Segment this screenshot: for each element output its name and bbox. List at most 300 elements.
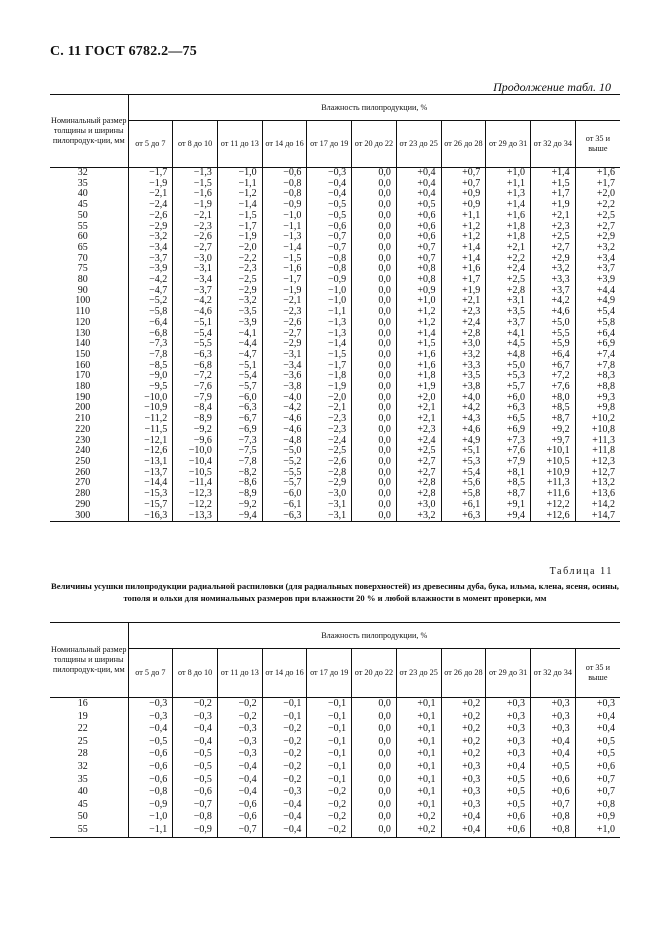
size-cell: 270 — [50, 478, 128, 489]
value-cell: +11,6 — [530, 489, 575, 500]
value-cell: −5,1 — [217, 361, 262, 372]
value-cell: +3,5 — [486, 307, 531, 318]
value-cell: +4,3 — [441, 414, 486, 425]
value-cell: −2,3 — [307, 414, 352, 425]
value-cell: −1,3 — [307, 318, 352, 329]
value-cell: −1,0 — [307, 286, 352, 297]
value-cell: −2,1 — [262, 296, 307, 307]
value-cell: +2,1 — [441, 296, 486, 307]
value-cell: −7,3 — [217, 436, 262, 447]
value-cell: 0,0 — [352, 500, 397, 511]
value-cell: +5,3 — [441, 457, 486, 468]
value-cell: +2,1 — [396, 414, 441, 425]
moisture-group-header: Влажность пилопродукции, % — [128, 623, 620, 649]
size-cell: 50 — [50, 211, 128, 222]
size-cell: 170 — [50, 371, 128, 382]
table-11 — [50, 622, 620, 838]
value-cell: −6,0 — [262, 489, 307, 500]
value-cell: +0,9 — [441, 200, 486, 211]
value-cell: −3,8 — [262, 382, 307, 393]
moisture-column-header: от 17 до 19 — [307, 121, 352, 168]
value-cell: −8,5 — [128, 361, 173, 372]
value-cell: +1,0 — [396, 296, 441, 307]
value-cell: −2,3 — [217, 264, 262, 275]
moisture-column-header: от 8 до 10 — [173, 649, 218, 698]
size-cell: 220 — [50, 425, 128, 436]
value-cell: +1,0 — [575, 824, 620, 837]
value-cell: +0,6 — [486, 811, 531, 824]
value-cell: 0,0 — [352, 414, 397, 425]
table-11-number: Таблица 11 — [549, 566, 613, 577]
value-cell: +2,1 — [396, 403, 441, 414]
value-cell: −4,7 — [217, 350, 262, 361]
size-cell: 300 — [50, 511, 128, 522]
value-cell: −11,5 — [128, 425, 173, 436]
value-cell: +4,6 — [441, 425, 486, 436]
value-cell: +3,2 — [441, 350, 486, 361]
value-cell: +2,4 — [486, 264, 531, 275]
value-cell: −0,5 — [173, 774, 218, 787]
value-cell: +0,4 — [396, 189, 441, 200]
value-cell: −0,2 — [307, 811, 352, 824]
value-cell: +8,5 — [486, 478, 531, 489]
value-cell: 0,0 — [352, 275, 397, 286]
moisture-column-header: от 29 до 31 — [486, 649, 531, 698]
value-cell: +1,4 — [530, 168, 575, 179]
value-cell: +0,1 — [396, 748, 441, 761]
value-cell: +0,5 — [575, 736, 620, 749]
value-cell: 0,0 — [352, 425, 397, 436]
value-cell: −4,2 — [128, 275, 173, 286]
page-header: С. 11 ГОСТ 6782.2—75 — [50, 44, 197, 59]
size-cell: 35 — [50, 774, 128, 787]
value-cell: +3,2 — [530, 264, 575, 275]
value-cell: +0,2 — [396, 824, 441, 837]
value-cell: +1,9 — [441, 286, 486, 297]
value-cell: +0,6 — [530, 774, 575, 787]
size-cell: 240 — [50, 446, 128, 457]
value-cell: −5,8 — [128, 307, 173, 318]
value-cell: +0,6 — [486, 824, 531, 837]
value-cell: −4,1 — [217, 329, 262, 340]
value-cell: 0,0 — [352, 179, 397, 190]
value-cell: 0,0 — [352, 723, 397, 736]
value-cell: −5,0 — [262, 446, 307, 457]
value-cell: −10,5 — [173, 468, 218, 479]
value-cell: −12,1 — [128, 436, 173, 447]
size-cell: 290 — [50, 500, 128, 511]
value-cell: +0,8 — [396, 275, 441, 286]
value-cell: +9,4 — [486, 511, 531, 522]
value-cell: −5,7 — [217, 382, 262, 393]
value-cell: −0,8 — [128, 786, 173, 799]
size-cell: 230 — [50, 436, 128, 447]
value-cell: −2,8 — [307, 468, 352, 479]
value-cell: +8,8 — [575, 382, 620, 393]
value-cell: +10,2 — [575, 414, 620, 425]
value-cell: −9,2 — [173, 425, 218, 436]
size-cell: 200 — [50, 403, 128, 414]
value-cell: 0,0 — [352, 254, 397, 265]
value-cell: −1,1 — [217, 179, 262, 190]
size-cell: 22 — [50, 723, 128, 736]
value-cell: 0,0 — [352, 339, 397, 350]
table-row — [50, 318, 620, 329]
table-row — [50, 824, 620, 837]
value-cell: +8,5 — [530, 403, 575, 414]
value-cell: −0,1 — [262, 698, 307, 711]
value-cell: −4,2 — [173, 296, 218, 307]
value-cell: −2,4 — [307, 436, 352, 447]
size-cell: 32 — [50, 168, 128, 179]
value-cell: +2,4 — [441, 318, 486, 329]
value-cell: −0,6 — [262, 168, 307, 179]
value-cell: 0,0 — [352, 774, 397, 787]
value-cell: −2,3 — [173, 222, 218, 233]
size-cell: 40 — [50, 786, 128, 799]
value-cell: +5,7 — [486, 382, 531, 393]
value-cell: +10,1 — [530, 446, 575, 457]
value-cell: −1,9 — [173, 200, 218, 211]
value-cell: +1,5 — [530, 179, 575, 190]
value-cell: −0,4 — [173, 723, 218, 736]
value-cell: −1,4 — [262, 243, 307, 254]
value-cell: +6,4 — [530, 350, 575, 361]
value-cell: +0,2 — [396, 811, 441, 824]
value-cell: +2,5 — [575, 211, 620, 222]
value-cell: −0,1 — [262, 711, 307, 724]
value-cell: −0,4 — [307, 189, 352, 200]
value-cell: −0,4 — [217, 774, 262, 787]
value-cell: −2,5 — [217, 275, 262, 286]
moisture-column-header: от 35 и выше — [575, 121, 620, 168]
value-cell: +6,9 — [575, 339, 620, 350]
value-cell: 0,0 — [352, 200, 397, 211]
value-cell: −0,2 — [173, 698, 218, 711]
value-cell: −6,3 — [217, 403, 262, 414]
value-cell: −2,0 — [307, 393, 352, 404]
value-cell: +7,8 — [575, 361, 620, 372]
value-cell: +6,9 — [486, 425, 531, 436]
value-cell: 0,0 — [352, 189, 397, 200]
value-cell: −2,9 — [307, 478, 352, 489]
value-cell: +1,6 — [486, 211, 531, 222]
value-cell: +3,7 — [575, 264, 620, 275]
value-cell: 0,0 — [352, 382, 397, 393]
value-cell: +0,1 — [396, 799, 441, 812]
value-cell: +6,1 — [441, 500, 486, 511]
value-cell: +4,0 — [441, 393, 486, 404]
value-cell: −0,9 — [128, 799, 173, 812]
value-cell: −3,1 — [307, 500, 352, 511]
value-cell: +0,2 — [441, 736, 486, 749]
value-cell: −1,7 — [262, 275, 307, 286]
value-cell: +5,0 — [486, 361, 531, 372]
value-cell: 0,0 — [352, 748, 397, 761]
value-cell: +2,9 — [530, 254, 575, 265]
value-cell: −1,3 — [173, 168, 218, 179]
value-cell: +0,3 — [486, 723, 531, 736]
moisture-column-header: от 8 до 10 — [173, 121, 218, 168]
value-cell: −13,3 — [173, 511, 218, 522]
value-cell: −3,4 — [173, 275, 218, 286]
value-cell: +0,4 — [396, 179, 441, 190]
value-cell: +0,6 — [396, 211, 441, 222]
size-cell: 280 — [50, 489, 128, 500]
moisture-group-header: Влажность пилопродукции, % — [128, 95, 620, 121]
value-cell: +1,8 — [486, 232, 531, 243]
size-cell: 25 — [50, 736, 128, 749]
value-cell: +4,1 — [486, 329, 531, 340]
value-cell: 0,0 — [352, 168, 397, 179]
size-column-header: Номинальный размер толщины и ширины пилопродук-ции, мм — [50, 623, 128, 698]
value-cell: −1,1 — [128, 824, 173, 837]
value-cell: 0,0 — [352, 811, 397, 824]
value-cell: +2,5 — [486, 275, 531, 286]
value-cell: 0,0 — [352, 457, 397, 468]
value-cell: +11,8 — [575, 446, 620, 457]
value-cell: +10,9 — [530, 468, 575, 479]
value-cell: +10,8 — [575, 425, 620, 436]
value-cell: −1,0 — [262, 211, 307, 222]
value-cell: +8,7 — [530, 414, 575, 425]
table-11-header — [50, 623, 620, 698]
value-cell: +1,6 — [396, 361, 441, 372]
value-cell: 0,0 — [352, 478, 397, 489]
value-cell: +1,7 — [575, 179, 620, 190]
value-cell: +3,9 — [575, 275, 620, 286]
value-cell: −3,9 — [217, 318, 262, 329]
value-cell: 0,0 — [352, 361, 397, 372]
table-10 — [50, 94, 620, 522]
value-cell: +0,2 — [441, 711, 486, 724]
value-cell: 0,0 — [352, 264, 397, 275]
value-cell: −1,5 — [262, 254, 307, 265]
value-cell: −11,4 — [173, 478, 218, 489]
size-cell: 28 — [50, 748, 128, 761]
size-cell: 32 — [50, 761, 128, 774]
value-cell: −4,6 — [262, 425, 307, 436]
value-cell: +0,5 — [396, 200, 441, 211]
size-cell: 250 — [50, 457, 128, 468]
moisture-column-header: от 32 до 34 — [530, 121, 575, 168]
value-cell: +1,1 — [441, 211, 486, 222]
value-cell: −12,2 — [173, 500, 218, 511]
value-cell: −1,9 — [307, 382, 352, 393]
value-cell: −12,3 — [173, 489, 218, 500]
value-cell: +0,7 — [396, 254, 441, 265]
value-cell: −2,2 — [217, 254, 262, 265]
table-row — [50, 736, 620, 749]
size-cell: 16 — [50, 698, 128, 711]
table-row — [50, 500, 620, 511]
value-cell: +0,1 — [396, 786, 441, 799]
value-cell: −4,6 — [262, 414, 307, 425]
value-cell: +6,3 — [486, 403, 531, 414]
value-cell: −2,9 — [128, 222, 173, 233]
value-cell: +4,6 — [530, 307, 575, 318]
value-cell: 0,0 — [352, 468, 397, 479]
value-cell: +11,3 — [530, 478, 575, 489]
size-cell: 190 — [50, 393, 128, 404]
value-cell: −14,4 — [128, 478, 173, 489]
value-cell: +0,6 — [530, 786, 575, 799]
table-row — [50, 811, 620, 824]
value-cell: −3,7 — [128, 254, 173, 265]
value-cell: +1,3 — [486, 189, 531, 200]
value-cell: +0,3 — [441, 786, 486, 799]
value-cell: +0,2 — [441, 723, 486, 736]
value-cell: +1,2 — [441, 232, 486, 243]
value-cell: −0,4 — [307, 179, 352, 190]
table-row — [50, 774, 620, 787]
value-cell: +2,1 — [486, 243, 531, 254]
value-cell: +0,7 — [441, 168, 486, 179]
value-cell: −2,7 — [262, 329, 307, 340]
value-cell: +0,8 — [575, 799, 620, 812]
value-cell: −1,5 — [173, 179, 218, 190]
value-cell: 0,0 — [352, 371, 397, 382]
value-cell: −4,4 — [217, 339, 262, 350]
value-cell: −1,2 — [217, 189, 262, 200]
value-cell: −5,4 — [173, 329, 218, 340]
value-cell: +0,5 — [486, 799, 531, 812]
value-cell: −1,7 — [307, 361, 352, 372]
value-cell: +9,8 — [575, 403, 620, 414]
value-cell: −0,8 — [307, 264, 352, 275]
value-cell: +1,6 — [441, 264, 486, 275]
moisture-column-header: от 23 до 25 — [396, 649, 441, 698]
value-cell: −0,3 — [128, 698, 173, 711]
value-cell: −1,0 — [128, 811, 173, 824]
value-cell: −7,2 — [173, 371, 218, 382]
value-cell: +0,5 — [575, 748, 620, 761]
value-cell: −1,7 — [128, 168, 173, 179]
value-cell: −0,5 — [307, 211, 352, 222]
value-cell: −13,1 — [128, 457, 173, 468]
value-cell: −7,3 — [128, 339, 173, 350]
value-cell: −0,5 — [307, 200, 352, 211]
value-cell: −6,8 — [128, 329, 173, 340]
value-cell: +7,2 — [530, 371, 575, 382]
value-cell: −3,6 — [262, 371, 307, 382]
value-cell: −0,3 — [307, 168, 352, 179]
value-cell: +0,9 — [441, 189, 486, 200]
value-cell: −0,5 — [173, 761, 218, 774]
value-cell: −0,2 — [262, 748, 307, 761]
table-row — [50, 786, 620, 799]
value-cell: −2,6 — [307, 457, 352, 468]
value-cell: +2,7 — [396, 457, 441, 468]
value-cell: +0,4 — [530, 748, 575, 761]
size-cell: 120 — [50, 318, 128, 329]
value-cell: −6,8 — [173, 361, 218, 372]
value-cell: −5,7 — [262, 478, 307, 489]
value-cell: +2,7 — [575, 222, 620, 233]
value-cell: +0,3 — [486, 698, 531, 711]
value-cell: 0,0 — [352, 736, 397, 749]
value-cell: +2,7 — [530, 243, 575, 254]
value-cell: −0,2 — [217, 711, 262, 724]
value-cell: +0,3 — [486, 748, 531, 761]
value-cell: −0,3 — [217, 748, 262, 761]
value-cell: +1,0 — [486, 168, 531, 179]
value-cell: 0,0 — [352, 318, 397, 329]
value-cell: +8,1 — [486, 468, 531, 479]
size-cell: 160 — [50, 361, 128, 372]
value-cell: +0,1 — [396, 761, 441, 774]
value-cell: +3,4 — [575, 254, 620, 265]
value-cell: −1,9 — [262, 286, 307, 297]
value-cell: −4,0 — [262, 393, 307, 404]
value-cell: −6,7 — [217, 414, 262, 425]
value-cell: −0,8 — [307, 254, 352, 265]
value-cell: +6,5 — [486, 414, 531, 425]
value-cell: −0,6 — [217, 799, 262, 812]
value-cell: −7,6 — [173, 382, 218, 393]
table-row — [50, 761, 620, 774]
size-cell: 210 — [50, 414, 128, 425]
value-cell: +1,8 — [396, 371, 441, 382]
value-cell: −3,4 — [128, 243, 173, 254]
value-cell: +4,9 — [441, 436, 486, 447]
value-cell: −12,6 — [128, 446, 173, 457]
size-cell: 55 — [50, 222, 128, 233]
value-cell: 0,0 — [352, 698, 397, 711]
value-cell: −0,1 — [307, 711, 352, 724]
size-cell: 45 — [50, 799, 128, 812]
value-cell: −5,2 — [262, 457, 307, 468]
value-cell: +4,8 — [486, 350, 531, 361]
value-cell: +7,9 — [486, 457, 531, 468]
value-cell: −0,3 — [128, 711, 173, 724]
value-cell: +1,5 — [396, 339, 441, 350]
value-cell: −6,0 — [217, 393, 262, 404]
value-cell: −0,6 — [128, 748, 173, 761]
moisture-column-header: от 14 до 16 — [262, 121, 307, 168]
value-cell: +1,6 — [396, 350, 441, 361]
value-cell: 0,0 — [352, 403, 397, 414]
value-cell: +6,7 — [530, 361, 575, 372]
moisture-column-header: от 29 до 31 — [486, 121, 531, 168]
value-cell: −7,8 — [217, 457, 262, 468]
value-cell: +1,4 — [441, 254, 486, 265]
table-row — [50, 511, 620, 522]
value-cell: +2,8 — [441, 329, 486, 340]
table-row — [50, 711, 620, 724]
value-cell: −9,5 — [128, 382, 173, 393]
value-cell: 0,0 — [352, 761, 397, 774]
value-cell: +0,7 — [575, 774, 620, 787]
value-cell: +4,5 — [486, 339, 531, 350]
value-cell: −3,4 — [262, 361, 307, 372]
value-cell: +0,2 — [441, 748, 486, 761]
value-cell: 0,0 — [352, 307, 397, 318]
value-cell: +2,4 — [396, 436, 441, 447]
value-cell: −6,3 — [262, 511, 307, 522]
value-cell: −1,7 — [217, 222, 262, 233]
value-cell: +2,3 — [530, 222, 575, 233]
value-cell: −6,1 — [262, 500, 307, 511]
size-cell: 140 — [50, 339, 128, 350]
value-cell: +2,8 — [396, 489, 441, 500]
value-cell: +6,3 — [441, 511, 486, 522]
value-cell: −3,2 — [217, 296, 262, 307]
table-continuation-label: Продолжение табл. 10 — [493, 80, 611, 94]
value-cell: +0,4 — [575, 711, 620, 724]
size-cell: 70 — [50, 254, 128, 265]
value-cell: −4,8 — [262, 436, 307, 447]
